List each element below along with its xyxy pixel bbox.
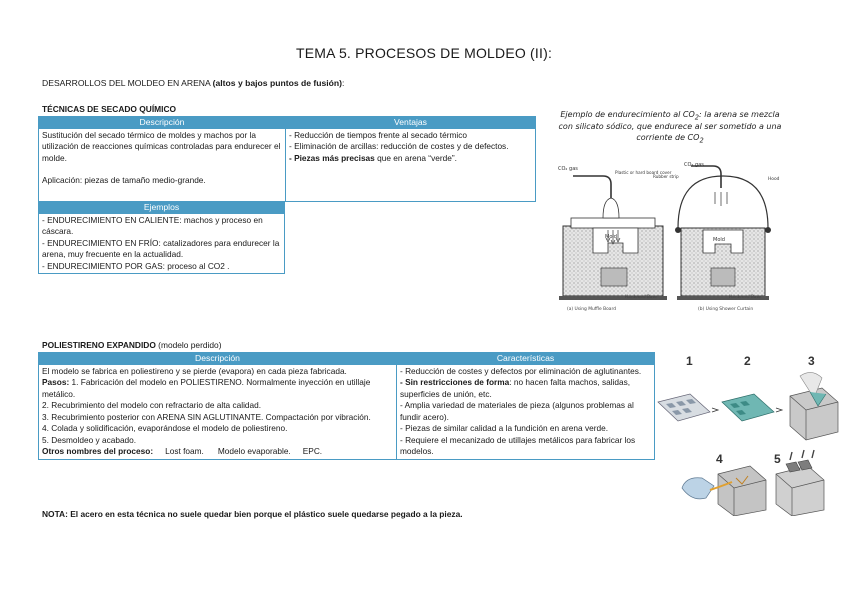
right-co2-label: CO₂ gas — [684, 162, 704, 168]
nota: NOTA: El acero en esta técnica no suele quedar bien porque el plástico suele quedarse pegado a la pieza. — [42, 509, 463, 519]
heading-bold: POLIESTIRENO EXPANDIDO — [42, 340, 156, 350]
step-number: 5 — [774, 452, 781, 466]
shower-curtain-diagram — [675, 162, 780, 312]
poli-desc-cell — [39, 365, 397, 460]
ejemplo-item: - ENDURECIMIENTO POR GAS: proceso al CO2 . — [42, 260, 230, 271]
poli-desc-item — [42, 377, 393, 400]
right-hardened-label: Hardened Base — [729, 294, 762, 299]
step1-pattern — [658, 394, 718, 421]
col-header-caracteristicas: Características — [397, 353, 655, 365]
secado-desc-cell — [39, 129, 286, 202]
poliestireno-table — [38, 352, 655, 460]
pasos-label: Pasos: — [42, 377, 70, 388]
car-item-bold: - Sin restricciones de forma — [400, 377, 510, 388]
left-rubber-label: Rubber strip — [653, 174, 679, 179]
step4-pouring — [682, 466, 766, 516]
caption-sub: 2 — [694, 113, 700, 122]
otros-3: EPC. — [302, 446, 323, 457]
col-header-descripcion: Descripción — [39, 353, 397, 365]
vent-item — [289, 153, 532, 164]
car-item: - Amplia variedad de materiales de pieza (algunos problemas al fundir acero). — [400, 400, 634, 422]
step2-coated — [722, 394, 782, 421]
page-title: TEMA 5. PROCESOS DE MOLDEO (II): — [295, 45, 553, 61]
ejemplo-item: - ENDURECIMIENTO EN FRÍO: catalizadores para endurecer la arena, muy frecuente en la actualidad. — [42, 237, 280, 260]
step3-flask — [790, 372, 838, 440]
secado-table — [38, 116, 536, 202]
section-heading-secado: TÉCNICAS DE SECADO QUÍMICO — [42, 104, 177, 114]
step-number: 2 — [744, 354, 751, 368]
ejemplo-item: - ENDURECIMIENTO EN CALIENTE: machos y proceso en cáscara. — [42, 215, 263, 237]
caption-part: : la arena se mezcla con silicato sódico, que endurece al ser sometido a una corriente de CO — [558, 110, 782, 142]
poli-desc-item: 2. Recubrimiento del modelo con refractario de alta calidad. — [42, 400, 262, 411]
car-item: - Piezas de similar calidad a la fundición en arena verde. — [400, 423, 608, 434]
otros-1: Lost foam. — [165, 446, 204, 457]
muffle-board-diagram — [558, 166, 679, 312]
heading-rest: (modelo perdido) — [155, 340, 222, 350]
poli-desc-item: El modelo se fabrica en poliestireno y se pierde (evapora) en cada pieza fabricada. — [42, 366, 347, 376]
secado-desc-text: Sustitución del secado térmico de moldes y machos por la utilización de reacciones químicas controladas para endurecer el molde. — [42, 130, 281, 163]
right-mold-label: Mold — [713, 237, 725, 243]
step-number: 3 — [808, 354, 815, 368]
poli-desc-item: 3. Recubrimiento posterior con ARENA SIN AGLUTINANTE. Compactación por vibración. — [42, 411, 371, 422]
step-number: 4 — [716, 452, 723, 466]
left-hood-label: Plastic or hard board cover — [615, 170, 672, 175]
car-item: - Requiere el mecanizado de utillajes metálicos para fabricar los modelos. — [400, 434, 636, 457]
otros-2: Modelo evaporable. — [217, 446, 291, 457]
car-item: - Reducción de costes y defectos por eliminación de aglutinantes. — [400, 366, 642, 376]
poli-desc-item: 5. Desmoldeo y acabado. — [42, 434, 137, 445]
col-header-ventajas: Ventajas — [286, 117, 536, 129]
secado-desc-app: Aplicación: piezas de tamaño medio-grande. — [42, 175, 206, 186]
car-item-rest: : no hacen falta machos, salidas, superficies de unión, etc. — [400, 377, 631, 399]
co2-figure-caption — [555, 110, 785, 145]
vent-item-rest: que en arena “verde”. — [374, 152, 457, 163]
subtitle — [42, 78, 344, 89]
lost-foam-steps-illustration — [652, 366, 842, 516]
left-hardened-label: Hardened Base — [625, 294, 658, 299]
ejemplos-table — [38, 201, 285, 274]
ejemplos-cell — [39, 214, 285, 274]
col-header-ejemplos: Ejemplos — [39, 202, 285, 214]
step-number: 1 — [686, 354, 693, 368]
left-caption: (a) Using Muffle Board — [567, 307, 617, 312]
vent-item: - Reducción de tiempos frente al secado térmico — [289, 130, 468, 140]
caption-sub: 2 — [699, 136, 704, 145]
subtitle-end: : — [342, 78, 345, 88]
subtitle-bold: (altos y bajos puntos de fusión) — [212, 78, 343, 88]
col-header-descripcion: Descripción — [39, 117, 286, 129]
step5-casting — [776, 450, 824, 516]
vent-item-bold: - Piezas más precisas — [289, 152, 375, 163]
secado-vent-cell — [286, 129, 536, 202]
co2-diagram — [553, 158, 795, 318]
left-mold-label: Mold — [605, 234, 617, 240]
car-item — [400, 377, 651, 400]
otros-nombres — [42, 446, 393, 457]
subtitle-plain: DESARROLLOS DEL MOLDEO EN ARENA — [42, 78, 213, 88]
caption-part: Ejemplo de endurecimiento al CO — [560, 110, 695, 119]
vent-item: - Eliminación de arcillas: reducción de costes y de defectos. — [289, 141, 509, 152]
right-hood-label: Hood — [768, 177, 780, 182]
left-co2-label: CO₂ gas — [558, 166, 578, 172]
pasos-text: 1. Fabricación del modelo en POLIESTIRENO. Normalmente inyección en utillaje metálico. — [42, 377, 371, 399]
section-heading-poliestireno — [42, 340, 222, 351]
poli-car-cell — [397, 365, 655, 460]
poli-desc-item: 4. Colada y solidificación, evaporándose el modelo de poliestireno. — [42, 423, 288, 434]
otros-label: Otros nombres del proceso: — [42, 446, 154, 457]
right-caption: (b) Using Shower Curtain — [698, 307, 754, 312]
